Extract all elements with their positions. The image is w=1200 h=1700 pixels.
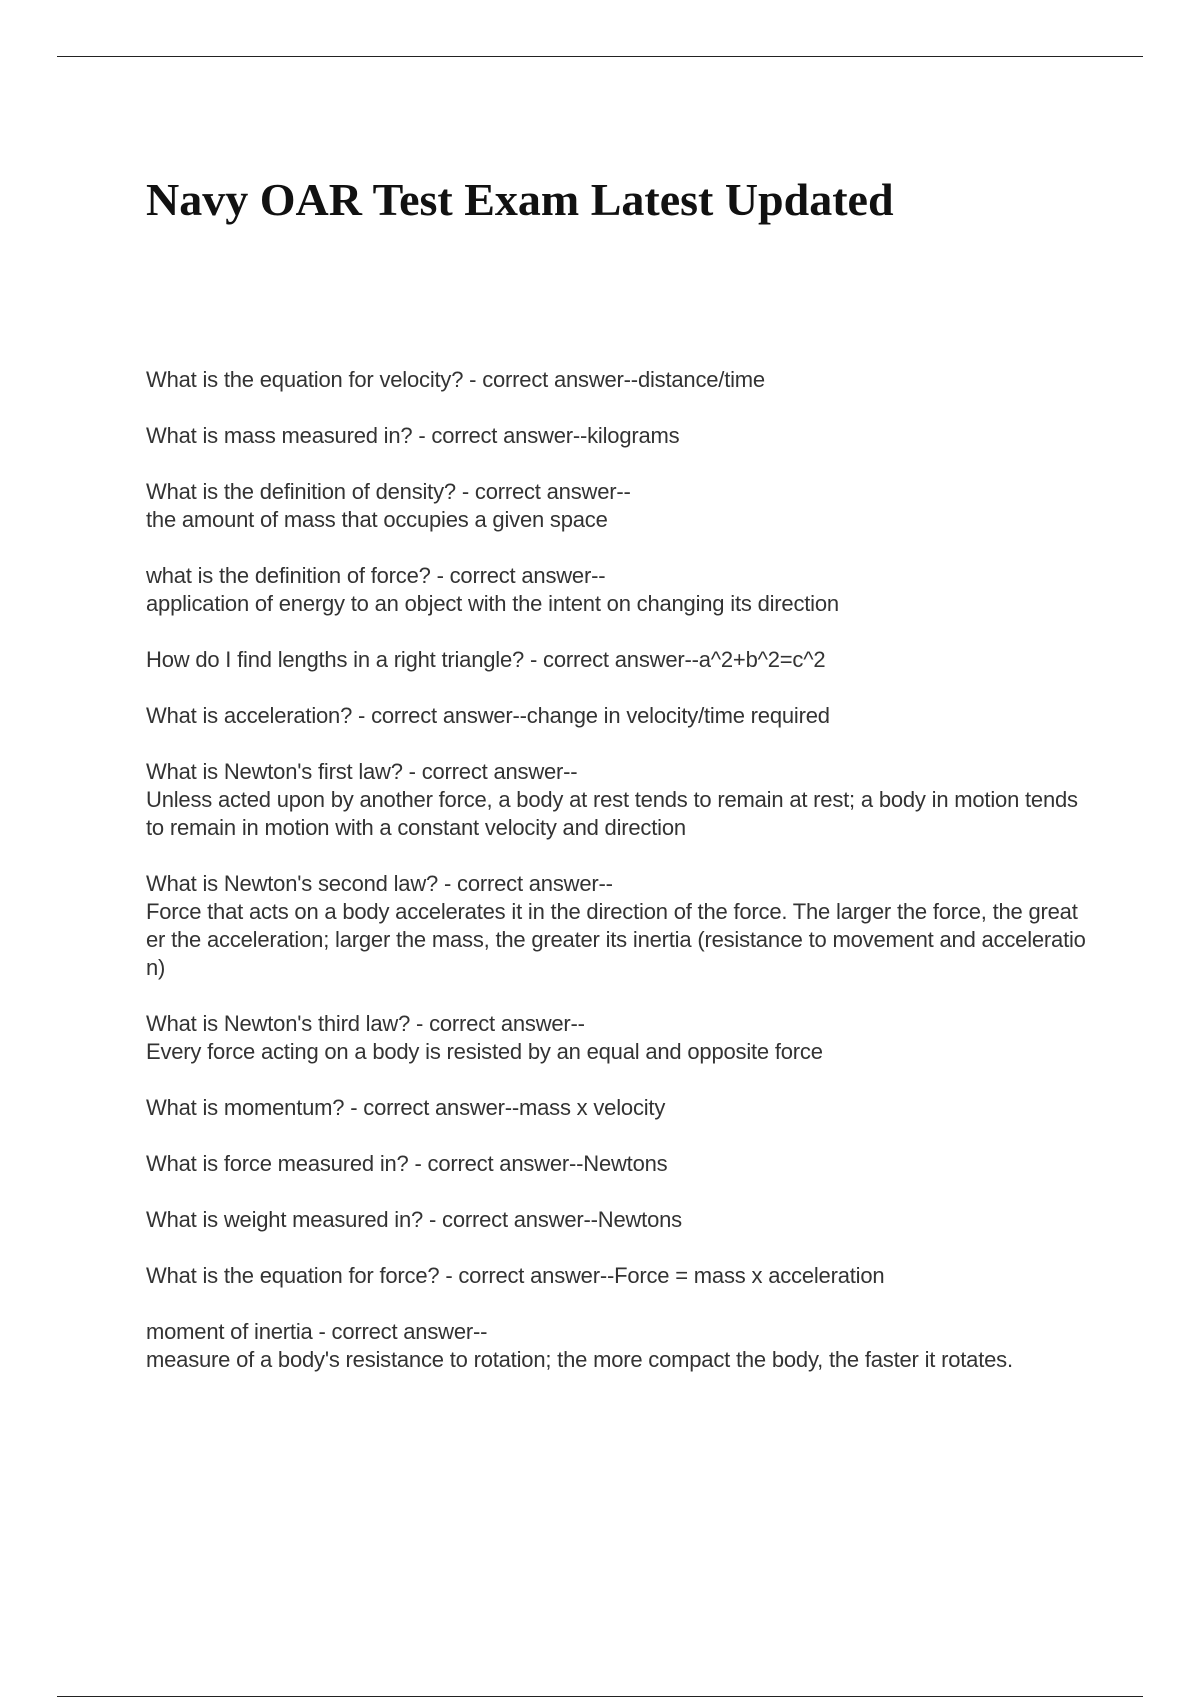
answer-text: Every force acting on a body is resisted by an equal and opposite force [146,1039,823,1064]
qa-item [146,1150,1086,1178]
answer-text: kilograms [587,423,680,448]
question-text: What is momentum? [146,1095,345,1120]
answer-separator: - correct answer-- [352,703,527,728]
qa-item [146,1318,1086,1374]
qa-item [146,758,1086,842]
qa-item [146,870,1086,982]
answer-text: a^2+b^2=c^2 [698,647,826,672]
question-text: What is the definition of density? [146,479,456,504]
qa-item [146,422,1086,450]
answer-text: Force = mass x acceleration [614,1263,885,1288]
qa-item [146,478,1086,534]
answer-separator: - correct answer-- [344,1095,519,1120]
answer-text: application of energy to an object with the intent on changing its direction [146,591,839,616]
answer-separator: - correct answer-- [438,871,613,896]
question-text: What is the equation for force? [146,1263,440,1288]
answer-separator: - correct answer-- [439,1263,615,1288]
question-text: What is Newton's third law? [146,1011,411,1036]
answer-separator: - correct answer-- [524,647,699,672]
top-rule [57,56,1143,57]
answer-separator: - correct answer-- [463,367,638,392]
answer-separator: - correct answer-- [430,563,606,588]
question-text: What is the equation for velocity? [146,367,464,392]
question-text: How do I find lengths in a right triangle? [146,647,525,672]
qa-item [146,702,1086,730]
question-text: What is weight measured in? [146,1207,424,1232]
qa-list [146,366,1086,1402]
answer-text: measure of a body's resistance to rotation; the more compact the body, the faster it rotates. [146,1347,1013,1372]
question-text: What is mass measured in? [146,423,413,448]
answer-separator: - correct answer-- [402,759,578,784]
qa-item [146,1094,1086,1122]
qa-item [146,366,1086,394]
answer-separator: - correct answer-- [423,1207,598,1232]
qa-item [146,1010,1086,1066]
answer-text: mass x velocity [519,1095,666,1120]
bottom-rule [57,1696,1143,1697]
qa-item [146,1206,1086,1234]
answer-text: Newtons [583,1151,668,1176]
answer-text: the amount of mass that occupies a given space [146,507,608,532]
answer-text: Force that acts on a body accelerates it in the direction of the force. The larger the force, the greater the acceleration; larger the mass, the greater its inertia (resistance to movement and acceleration) [146,899,1086,980]
qa-item [146,562,1086,618]
question-text: What is Newton's first law? [146,759,403,784]
answer-separator: - correct answer-- [455,479,631,504]
qa-item [146,1262,1086,1290]
answer-text: distance/time [637,367,765,392]
answer-text: change in velocity/time required [526,703,830,728]
page-title: Navy OAR Test Exam Latest Updated [146,174,894,225]
answer-text: Unless acted upon by another force, a body at rest tends to remain at rest; a body in motion tends to remain in motion with a constant velocity and direction [146,787,1084,840]
qa-item [146,646,1086,674]
question-text: What is acceleration? [146,703,353,728]
answer-separator: - correct answer-- [408,1151,584,1176]
answer-separator: - correct answer-- [312,1319,488,1344]
question-text: What is Newton's second law? [146,871,439,896]
question-text: moment of inertia [146,1319,313,1344]
answer-separator: - correct answer-- [410,1011,585,1036]
question-text: What is force measured in? [146,1151,409,1176]
answer-separator: - correct answer-- [412,423,588,448]
answer-text: Newtons [597,1207,682,1232]
question-text: what is the definition of force? [146,563,431,588]
